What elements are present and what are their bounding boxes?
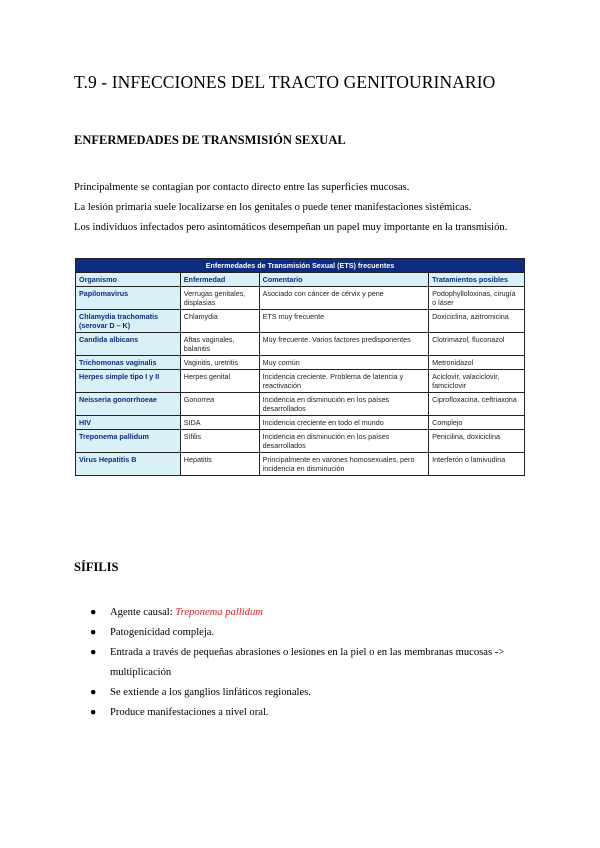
- organism-cell: Trichomonas vaginalis: [76, 356, 181, 370]
- disease-cell: Vaginitis, uretritis: [180, 356, 259, 370]
- organism-cell: Neisseria gonorrhoeae: [76, 393, 181, 416]
- comment-cell: ETS muy frecuente: [259, 310, 428, 333]
- treatment-cell: Podophylloloxinas, cirugía o láser: [429, 287, 525, 310]
- table-row: [76, 356, 525, 370]
- section-heading-sifilis: SÍFILIS: [74, 560, 119, 574]
- list-item: [90, 643, 550, 683]
- organism-cell: Treponema pallidum: [76, 430, 181, 453]
- column-header: Comentario: [259, 273, 428, 287]
- list-item-text: Patogenicidad compleja.: [110, 627, 215, 638]
- organism-cell: Chlamydia trachomatis (serovar D – K): [76, 310, 181, 333]
- organism-cell: Papilomavirus: [76, 287, 181, 310]
- table-caption: Enfermedades de Transmisión Sexual (ETS) frecuentes: [76, 259, 525, 273]
- table-row: [76, 430, 525, 453]
- list-item: [90, 603, 550, 623]
- organism-cell: Herpes simple tipo I y II: [76, 370, 181, 393]
- comment-cell: Incidencia creciente. Problema de latencia y reactivación: [259, 370, 428, 393]
- disease-cell: Hepatitis: [180, 453, 259, 476]
- organism-cell: Virus Hepatitis B: [76, 453, 181, 476]
- disease-cell: Sífilis: [180, 430, 259, 453]
- comment-cell: Incidencia en disminución en los países desarrollados: [259, 430, 428, 453]
- treatment-cell: Complejo: [429, 416, 525, 430]
- treatment-cell: Metronidazol: [429, 356, 525, 370]
- table-row: [76, 310, 525, 333]
- comment-cell: Asociado con cáncer de cérvix y pene: [259, 287, 428, 310]
- treatment-cell: Ciprofloxacina, ceftriaxona: [429, 393, 525, 416]
- list-item-text: Produce manifestaciones a nivel oral.: [110, 707, 269, 718]
- disease-cell: Verrugas genitales, displasias: [180, 287, 259, 310]
- comment-cell: Muy común: [259, 356, 428, 370]
- disease-cell: Aftas vaginales, balanitis: [180, 333, 259, 356]
- treatment-cell: Penicilina, doxiciclina: [429, 430, 525, 453]
- bullet-icon: ●: [90, 607, 97, 618]
- treatment-cell: Doxiciclina, azitromicina: [429, 310, 525, 333]
- organism-cell: Candida albicans: [76, 333, 181, 356]
- organism-cell: HIV: [76, 416, 181, 430]
- comment-cell: Muy frecuente. Varios factores predisponentes: [259, 333, 428, 356]
- disease-cell: Chlamydia: [180, 310, 259, 333]
- intro-paragraph: [74, 178, 507, 238]
- bullet-icon: ●: [90, 647, 97, 658]
- list-item: [90, 703, 550, 723]
- intro-line: Los individuos infectados pero asintomáticos desempeñan un papel muy importante en la transmisión.: [74, 222, 508, 233]
- table-header-row: [76, 273, 525, 287]
- list-item: [90, 683, 550, 703]
- disease-cell: SIDA: [180, 416, 259, 430]
- treatment-cell: Aciclovir, valaciclovir, famciclovir: [429, 370, 525, 393]
- intro-line: Principalmente se contagian por contacto directo entre las superficies mucosas.: [74, 182, 410, 193]
- bullet-icon: ●: [90, 627, 97, 638]
- agent-species: Treponema pallidum: [175, 607, 263, 618]
- table-row: [76, 287, 525, 310]
- list-item-text: Se extiende a los ganglios linfáticos regionales.: [110, 687, 311, 698]
- disease-cell: Gonorrea: [180, 393, 259, 416]
- section-heading-ets: ENFERMEDADES DE TRANSMISIÓN SEXUAL: [74, 133, 346, 147]
- table-row: [76, 453, 525, 476]
- comment-cell: Incidencia creciente en todo el mundo: [259, 416, 428, 430]
- treatment-cell: Interferón o lamivudina: [429, 453, 525, 476]
- disease-cell: Herpes genital: [180, 370, 259, 393]
- table-row: [76, 370, 525, 393]
- column-header: Organismo: [76, 273, 181, 287]
- agent-label: Agente causal:: [110, 607, 176, 618]
- bullet-icon: ●: [90, 707, 97, 718]
- column-header: Enfermedad: [180, 273, 259, 287]
- bullet-icon: ●: [90, 687, 97, 698]
- list-item: [90, 623, 550, 643]
- ets-table: [75, 258, 525, 476]
- page-title: T.9 - INFECCIONES DEL TRACTO GENITOURINARIO: [74, 72, 496, 92]
- table-row: [76, 393, 525, 416]
- intro-line: La lesión primaria suele localizarse en los genitales o puede tener manifestaciones sistémicas.: [74, 202, 472, 213]
- comment-cell: Principalmente en varones homosexuales, pero incidencia en disminución: [259, 453, 428, 476]
- table-row: [76, 416, 525, 430]
- list-item-text: Entrada a través de pequeñas abrasiones o lesiones en la piel o en las membranas mucosas -> multiplicación: [110, 647, 505, 678]
- comment-cell: Incidencia en disminución en los países desarrollados: [259, 393, 428, 416]
- sifilis-list: [90, 603, 550, 723]
- column-header: Tratamientos posibles: [429, 273, 525, 287]
- table-row: [76, 333, 525, 356]
- treatment-cell: Clotrimazol, fluconazol: [429, 333, 525, 356]
